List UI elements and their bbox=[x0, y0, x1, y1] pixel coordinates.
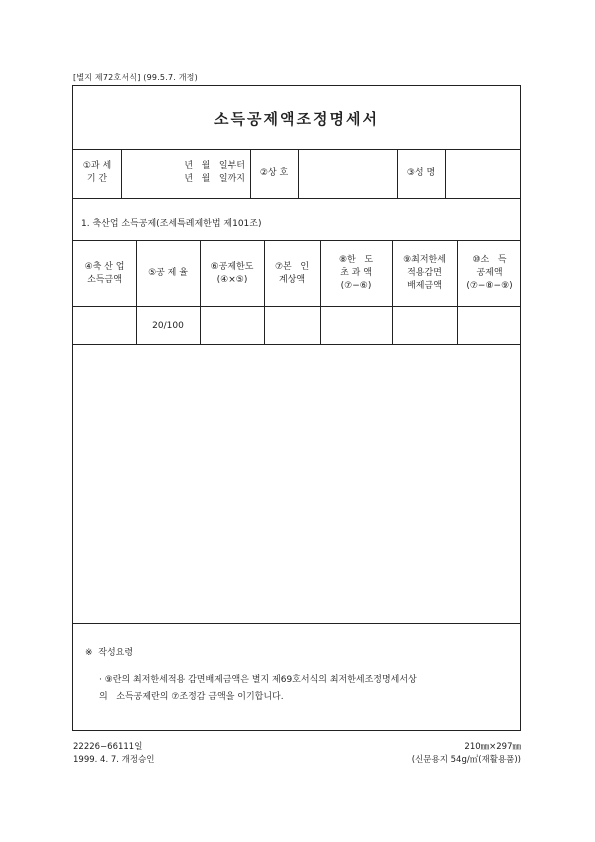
name-label: ③성 명 bbox=[406, 168, 436, 178]
divider bbox=[73, 623, 520, 624]
col-header-income-deduction: ⑩소 득 공제액 (⑦−⑧−⑨) bbox=[466, 255, 513, 291]
period-from: 년 월 일부터 bbox=[184, 161, 245, 171]
divider bbox=[121, 149, 122, 198]
col-header-deduction-rate: ⑤공 제 율 bbox=[148, 268, 188, 278]
paper-size: 210㎜×297㎜ bbox=[464, 742, 521, 752]
col-header-livestock-income: ④축 산 업 소득금액 bbox=[84, 262, 125, 285]
tax-period-dates bbox=[123, 160, 245, 186]
notes-item: · ⑨란의 최저한세적용 감면배제금액은 별지 제69호서식의 최저한세조정명세서상 의 소득공제란의 ⑦조정감 금액을 이기합니다. bbox=[99, 675, 417, 702]
paper-type: (신문용지 54g/㎡(재활용품)) bbox=[411, 755, 521, 765]
tax-period-label: ①과 세 기 간 bbox=[82, 161, 112, 184]
divider bbox=[298, 149, 299, 198]
section-title: 1. 축산업 소득공제(조세특례제한법 제101조) bbox=[81, 219, 262, 229]
footer-left bbox=[73, 741, 155, 767]
col-header-deduction-limit: ⑥공제한도 (④×⑤) bbox=[210, 262, 254, 285]
form-title: 소득공제액조정명세서 bbox=[214, 110, 379, 128]
deduction-rate-value: 20/100 bbox=[152, 321, 184, 331]
divider bbox=[264, 240, 265, 344]
divider bbox=[445, 149, 446, 198]
notes-title: ※ 작성요령 bbox=[85, 648, 134, 658]
footer-right bbox=[412, 741, 521, 767]
divider bbox=[73, 149, 520, 150]
divider bbox=[73, 306, 520, 307]
col-header-excess-amount: ⑧한 도 초 과 액 (⑦−⑥) bbox=[338, 255, 374, 291]
col-header-recorded-amount: ⑦본 인 계상액 bbox=[274, 262, 310, 285]
divider bbox=[200, 240, 201, 344]
form-code: 22226−66111일 bbox=[73, 742, 143, 752]
period-to: 년 월 일까지 bbox=[184, 174, 245, 184]
divider bbox=[73, 240, 520, 241]
approval-date: 1999. 4. 7. 개정승인 bbox=[73, 755, 155, 765]
company-label: ②상 호 bbox=[259, 168, 289, 178]
form-table bbox=[72, 85, 521, 731]
form-reference: [별지 제72호서식] (99.5.7. 개정) bbox=[73, 73, 198, 82]
divider bbox=[73, 198, 520, 199]
col-header-min-tax-exclusion: ⑨최저한세 적용감면 배제금액 bbox=[403, 255, 446, 291]
divider bbox=[73, 344, 520, 345]
